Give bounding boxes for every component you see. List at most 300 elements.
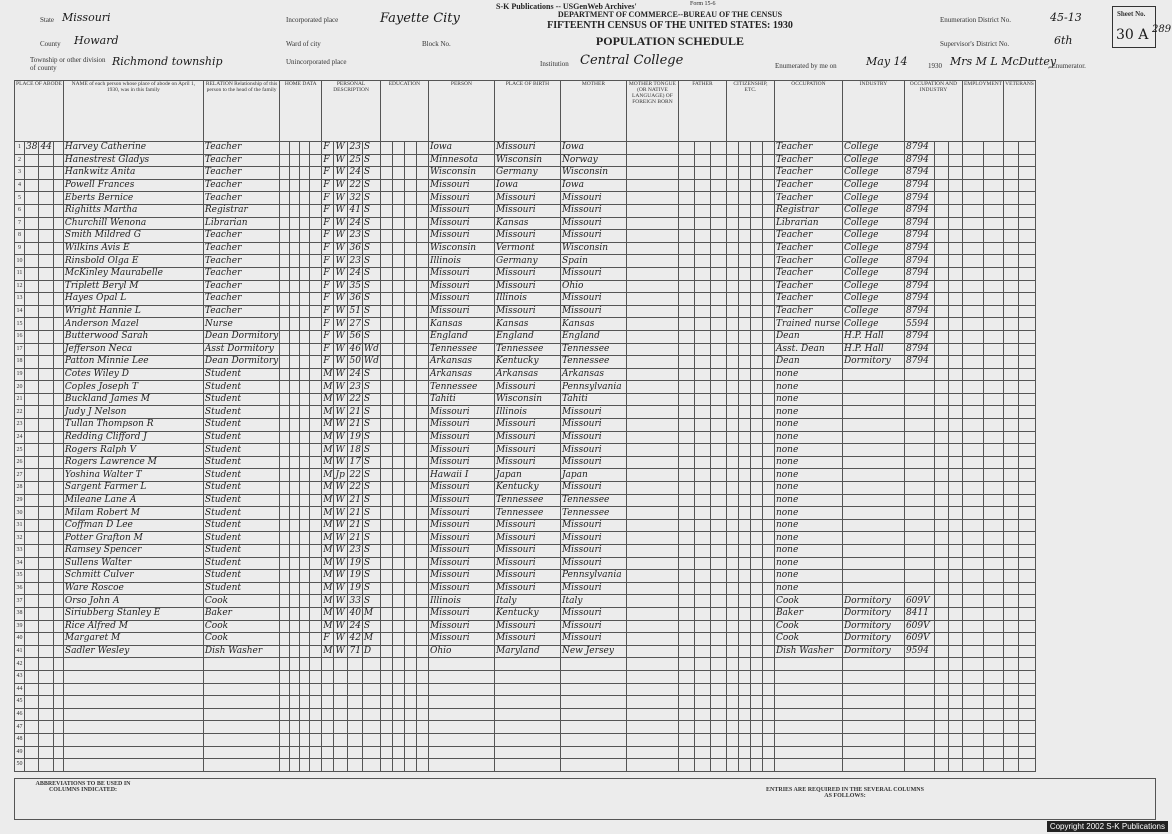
- blank-cell: [726, 204, 738, 217]
- dwelling-cell: [25, 494, 39, 507]
- blank-cell: [63, 759, 203, 772]
- blank-cell: [280, 620, 290, 633]
- blank-cell: [1004, 620, 1019, 633]
- blank-cell: [53, 456, 63, 469]
- relation-cell: Baker: [203, 607, 279, 620]
- blank-cell: [934, 267, 948, 280]
- blank-cell: [310, 683, 322, 696]
- blank-cell: [626, 456, 678, 469]
- blank-cell: [710, 456, 726, 469]
- family-cell: [39, 343, 53, 356]
- age-cell: 41: [349, 205, 361, 216]
- blank-cell: [280, 595, 290, 608]
- blank-cell: [404, 482, 416, 495]
- blank-cell: [738, 419, 750, 432]
- race-cell: W: [334, 343, 348, 356]
- line-number-cell: 35: [15, 570, 25, 583]
- blank-cell: [53, 393, 63, 406]
- mother-birthplace-cell: Kansas: [560, 318, 626, 331]
- blank-cell: [962, 280, 983, 293]
- table-row: [15, 356, 1036, 369]
- table-row: [15, 204, 1036, 217]
- blank-cell: [280, 368, 290, 381]
- blank-cell: [300, 217, 310, 230]
- blank-cell: [300, 494, 310, 507]
- blank-cell: [750, 532, 762, 545]
- blank-cell: [626, 280, 678, 293]
- table-row: [15, 507, 1036, 520]
- relation-cell: Teacher: [203, 255, 279, 268]
- code-cell: 8794: [904, 305, 934, 318]
- race-cell: W: [334, 280, 348, 293]
- relation-cell: Student: [203, 570, 279, 583]
- blank-cell: [280, 419, 290, 432]
- marital-cell: M: [362, 607, 380, 620]
- line-number-cell: 5: [15, 192, 25, 205]
- blank-cell: [983, 217, 1004, 230]
- blank-cell: [710, 242, 726, 255]
- marital-cell: Wd: [363, 356, 379, 367]
- blank-cell: [310, 255, 322, 268]
- form-number: Form 15-6: [690, 1, 716, 7]
- blank-cell: [280, 444, 290, 457]
- blank-cell: [934, 280, 948, 293]
- blank-cell: [962, 607, 983, 620]
- table-row: [15, 545, 1036, 558]
- blank-cell: [678, 733, 694, 746]
- blank-cell: [750, 293, 762, 306]
- blank-cell: [392, 633, 404, 646]
- sex-cell: F: [322, 356, 334, 369]
- blank-cell: [962, 179, 983, 192]
- blank-cell: [1004, 217, 1019, 230]
- blank-cell: [962, 545, 983, 558]
- blank-cell: [983, 633, 1004, 646]
- code-cell: [904, 419, 934, 432]
- blank-cell: [904, 683, 934, 696]
- blank-cell: [348, 733, 362, 746]
- blank-cell: [428, 708, 494, 721]
- blank-cell: [694, 217, 710, 230]
- relation-cell: Teacher: [203, 167, 279, 180]
- blank-cell: [380, 746, 392, 759]
- blank-cell: [53, 154, 63, 167]
- blank-cell: [404, 532, 416, 545]
- blank-cell: [678, 607, 694, 620]
- father-birthplace-cell: Iowa: [494, 179, 560, 192]
- blank-cell: [983, 733, 1004, 746]
- blank-cell: [380, 343, 392, 356]
- blank-cell: [310, 607, 322, 620]
- blank-cell: [750, 142, 762, 155]
- sex-cell: M: [323, 457, 333, 468]
- blank-cell: [300, 179, 310, 192]
- mother-birthplace-cell: Tahiti: [560, 393, 626, 406]
- blank-cell: [948, 545, 962, 558]
- blank-cell: [1018, 633, 1035, 646]
- family-cell: [39, 582, 53, 595]
- blank-cell: [762, 318, 774, 331]
- blank-cell: [962, 142, 983, 155]
- name-cell: Wilkins Avis E: [63, 242, 203, 255]
- blank-cell: [404, 217, 416, 230]
- blank-cell: [948, 708, 962, 721]
- blank-cell: [983, 482, 1004, 495]
- mother-birthplace-cell: Missouri: [560, 557, 626, 570]
- dwelling-cell: [25, 343, 39, 356]
- blank-cell: [25, 746, 39, 759]
- line-number-cell: 23: [15, 419, 25, 432]
- line-number-cell: 43: [15, 670, 25, 683]
- name-cell: Rogers Ralph V: [63, 444, 203, 457]
- blank-cell: [983, 670, 1004, 683]
- birthplace-cell: Arkansas: [428, 356, 494, 369]
- blank-cell: [694, 708, 710, 721]
- blank-cell: [710, 658, 726, 671]
- col-relation: RELATION Relationship of this person to the head of the family: [203, 81, 279, 142]
- blank-cell: [738, 154, 750, 167]
- blank-cell: [310, 431, 322, 444]
- name-cell: Smith Mildred G: [63, 230, 203, 243]
- blank-cell: [392, 469, 404, 482]
- blank-cell: [750, 393, 762, 406]
- blank-cell: [392, 759, 404, 772]
- mother-birthplace-cell: Pennsylvania: [560, 570, 626, 583]
- blank-cell: [280, 204, 290, 217]
- sex-cell: F: [322, 330, 334, 343]
- blank-cell: [380, 708, 392, 721]
- blank-cell: [428, 696, 494, 709]
- age-cell: 19: [349, 570, 361, 581]
- blank-cell: [750, 167, 762, 180]
- blank-cell: [710, 494, 726, 507]
- blank-cell: [738, 746, 750, 759]
- age-cell: 17: [349, 457, 361, 468]
- father-birthplace-cell: Missouri: [494, 230, 560, 243]
- blank-cell: [726, 330, 738, 343]
- col-occupation: OCCUPATION: [774, 81, 842, 142]
- marital-cell: S: [362, 595, 380, 608]
- marital-cell: S: [362, 204, 380, 217]
- blank-cell: [392, 192, 404, 205]
- col-mother: MOTHER: [560, 81, 626, 142]
- marital-cell: S: [362, 217, 380, 230]
- mother-birthplace-cell: Missouri: [560, 482, 626, 495]
- occupation-cell: Librarian: [774, 217, 842, 230]
- blank-cell: [53, 419, 63, 432]
- line-number-cell: 6: [15, 204, 25, 217]
- dwelling-cell: [25, 293, 39, 306]
- blank-cell: [962, 482, 983, 495]
- relation-cell: Student: [203, 482, 279, 495]
- blank-cell: [290, 305, 300, 318]
- line-number-cell: 3: [15, 167, 25, 180]
- blank-cell: [53, 696, 63, 709]
- blank-cell: [63, 670, 203, 683]
- blank-cell: [280, 217, 290, 230]
- industry-cell: College: [842, 293, 904, 306]
- blank-cell: [983, 444, 1004, 457]
- blank-cell: [738, 507, 750, 520]
- line-number-cell: 17: [15, 343, 25, 356]
- blank-cell: [934, 444, 948, 457]
- dwelling-cell: [25, 167, 39, 180]
- blank-cell: [560, 683, 626, 696]
- blank-cell: [694, 444, 710, 457]
- marital-cell: S: [362, 406, 380, 419]
- dwelling-cell: [25, 217, 39, 230]
- blank-cell: [726, 230, 738, 243]
- birthplace-cell: Tahiti: [428, 393, 494, 406]
- relation-cell: Teacher: [203, 242, 279, 255]
- blank-cell: [560, 708, 626, 721]
- blank-cell: [726, 179, 738, 192]
- blank-cell: [416, 519, 428, 532]
- blank-cell: [404, 582, 416, 595]
- line-number-cell: 2: [15, 154, 25, 167]
- name-cell: Potter Grafton M: [63, 532, 203, 545]
- blank-cell: [1018, 469, 1035, 482]
- blank-cell: [404, 570, 416, 583]
- mother-birthplace-cell: Missouri: [560, 419, 626, 432]
- family-cell: [39, 154, 53, 167]
- blank-cell: [710, 230, 726, 243]
- blank-cell: [983, 582, 1004, 595]
- age-cell: 19: [349, 557, 361, 568]
- blank-cell: [842, 683, 904, 696]
- blank-cell: [380, 507, 392, 520]
- blank-cell: [983, 167, 1004, 180]
- race-cell: W: [334, 142, 348, 155]
- blank-cell: [290, 318, 300, 331]
- code-cell: 8411: [904, 607, 934, 620]
- blank-cell: [738, 204, 750, 217]
- line-number-cell: 8: [15, 230, 25, 243]
- blank-cell: [404, 696, 416, 709]
- blank-cell: [934, 507, 948, 520]
- code-cell: 8794: [904, 167, 934, 180]
- blank-cell: [750, 179, 762, 192]
- line-number-cell: 19: [15, 368, 25, 381]
- blank-cell: [416, 381, 428, 394]
- blank-cell: [710, 570, 726, 583]
- blank-cell: [310, 368, 322, 381]
- blank-cell: [710, 305, 726, 318]
- blank-cell: [300, 708, 310, 721]
- blank-cell: [310, 582, 322, 595]
- blank-cell: [290, 595, 300, 608]
- blank-cell: [626, 167, 678, 180]
- blank-cell: [904, 721, 934, 734]
- blank-cell: [762, 532, 774, 545]
- name-cell: Schmitt Culver: [63, 570, 203, 583]
- blank-cell: [762, 356, 774, 369]
- blank-cell: [678, 633, 694, 646]
- blank-cell: [626, 670, 678, 683]
- blank-cell: [948, 557, 962, 570]
- blank-cell: [380, 759, 392, 772]
- blank-cell: [983, 255, 1004, 268]
- blank-cell: [280, 607, 290, 620]
- blank-cell: [322, 658, 334, 671]
- blank-cell: [380, 154, 392, 167]
- blank-cell: [678, 330, 694, 343]
- blank-cell: [726, 255, 738, 268]
- industry-cell: College: [842, 318, 904, 331]
- blank-cell: [726, 444, 738, 457]
- mother-birthplace-cell: Missouri: [560, 607, 626, 620]
- father-birthplace-cell: Japan: [494, 469, 560, 482]
- blank-cell: [1018, 444, 1035, 457]
- blank-cell: [694, 658, 710, 671]
- blank-cell: [392, 519, 404, 532]
- blank-cell: [53, 204, 63, 217]
- blank-cell: [380, 330, 392, 343]
- blank-cell: [750, 305, 762, 318]
- industry-cell: [842, 532, 904, 545]
- blank-cell: [962, 368, 983, 381]
- blank-cell: [416, 494, 428, 507]
- blank-cell: [738, 733, 750, 746]
- blank-cell: [1004, 242, 1019, 255]
- birthplace-cell: Missouri: [428, 570, 494, 583]
- blank-cell: [710, 444, 726, 457]
- code-cell: [904, 507, 934, 520]
- blank-cell: [63, 746, 203, 759]
- blank-cell: [738, 368, 750, 381]
- industry-cell: H.P. Hall: [842, 343, 904, 356]
- blank-cell: [322, 733, 334, 746]
- blank-cell: [1018, 230, 1035, 243]
- blank-cell: [694, 746, 710, 759]
- blank-cell: [300, 318, 310, 331]
- blank-cell: [1018, 204, 1035, 217]
- blank-cell: [750, 721, 762, 734]
- marital-cell: S: [362, 230, 380, 243]
- dwelling-cell: [25, 242, 39, 255]
- blank-cell: [762, 759, 774, 772]
- blank-cell: [934, 570, 948, 583]
- birthplace-cell: Missouri: [428, 482, 494, 495]
- blank-cell: [310, 318, 322, 331]
- blank-cell: [310, 142, 322, 155]
- line-number-cell: 31: [15, 519, 25, 532]
- name-cell: Triplett Beryl M: [63, 280, 203, 293]
- blank-cell: [280, 545, 290, 558]
- blank-cell: [983, 406, 1004, 419]
- blank-cell: [626, 242, 678, 255]
- blank-cell: [392, 343, 404, 356]
- sex-cell: M: [323, 608, 333, 619]
- name-cell: Patton Minnie Lee: [63, 356, 203, 369]
- name-cell: Righitts Martha: [63, 204, 203, 217]
- blank-cell: [300, 633, 310, 646]
- age-cell: 18: [349, 444, 361, 455]
- blank-cell: [962, 444, 983, 457]
- blank-cell: [762, 645, 774, 658]
- father-birthplace-cell: Missouri: [494, 419, 560, 432]
- blank-cell: [392, 393, 404, 406]
- race-cell: W: [334, 607, 348, 620]
- marital-cell: S: [362, 582, 380, 595]
- name-cell: Jefferson Neca: [63, 343, 203, 356]
- blank-cell: [726, 456, 738, 469]
- blank-cell: [39, 683, 53, 696]
- race-cell: W: [334, 179, 348, 192]
- line-number-cell: 26: [15, 456, 25, 469]
- blank-cell: [392, 142, 404, 155]
- blank-cell: [750, 444, 762, 457]
- marital-cell: S: [362, 280, 380, 293]
- blank-cell: [348, 759, 362, 772]
- blank-cell: [762, 154, 774, 167]
- blank-cell: [362, 733, 380, 746]
- blank-cell: [726, 381, 738, 394]
- blank-cell: [948, 696, 962, 709]
- family-cell: [39, 570, 53, 583]
- blank-cell: [300, 557, 310, 570]
- blank-cell: [380, 431, 392, 444]
- blank-cell: [1004, 670, 1019, 683]
- blank-cell: [300, 607, 310, 620]
- occupation-cell: none: [774, 444, 842, 457]
- blank-cell: [404, 167, 416, 180]
- father-birthplace-cell: Missouri: [494, 582, 560, 595]
- blank-cell: [694, 381, 710, 394]
- name-cell: Judy J Nelson: [63, 406, 203, 419]
- blank-cell: [1004, 570, 1019, 583]
- blank-cell: [1018, 305, 1035, 318]
- blank-cell: [380, 192, 392, 205]
- blank-cell: [53, 570, 63, 583]
- blank-cell: [738, 330, 750, 343]
- blank-cell: [710, 167, 726, 180]
- blank-cell: [694, 356, 710, 369]
- blank-cell: [962, 419, 983, 432]
- blank-cell: [934, 305, 948, 318]
- blank-cell: [678, 532, 694, 545]
- blank-cell: [25, 721, 39, 734]
- blank-cell: [392, 154, 404, 167]
- blank-cell: [962, 557, 983, 570]
- blank-cell: [1018, 293, 1035, 306]
- blank-cell: [678, 670, 694, 683]
- mother-birthplace-cell: Missouri: [560, 620, 626, 633]
- industry-cell: Dormitory: [842, 607, 904, 620]
- blank-cell: [962, 406, 983, 419]
- family-cell: [39, 167, 53, 180]
- blank-cell: [842, 733, 904, 746]
- blank-cell: [962, 595, 983, 608]
- race-cell: W: [334, 406, 348, 419]
- blank-cell: [380, 368, 392, 381]
- relation-cell: Asst Dormitory: [203, 343, 279, 356]
- blank-cell: [280, 230, 290, 243]
- age-cell: 24: [349, 620, 361, 631]
- relation-cell: Student: [203, 381, 279, 394]
- blank-cell: [310, 633, 322, 646]
- code-cell: [904, 545, 934, 558]
- blank-cell: [626, 267, 678, 280]
- blank-cell: [416, 582, 428, 595]
- blank-cell: [380, 267, 392, 280]
- blank-cell: [948, 582, 962, 595]
- blank-cell: [416, 293, 428, 306]
- blank-cell: [53, 343, 63, 356]
- col-industry: INDUSTRY: [842, 81, 904, 142]
- blank-cell: [280, 343, 290, 356]
- blank-cell: [694, 582, 710, 595]
